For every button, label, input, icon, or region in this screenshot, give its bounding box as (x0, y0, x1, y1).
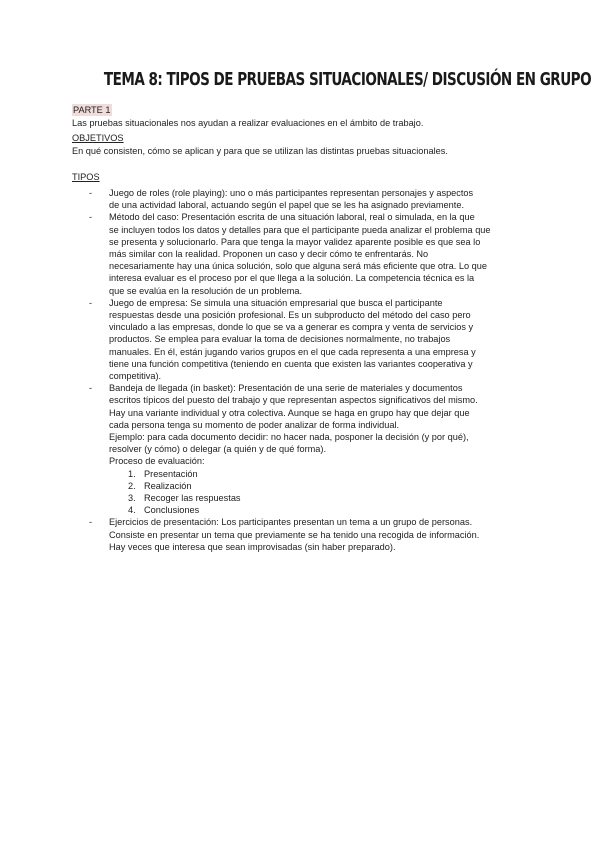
tipo-item-line: necesariamente hay una única solución, solo que alguna será más eficiente que otra. Lo que (109, 261, 487, 272)
tipo-item-line: Proceso de evaluación: (109, 456, 205, 467)
tipo-item-line: Hay una variante individual y otra colectiva. Aunque se haga en grupo hay que dejar que (109, 407, 470, 418)
evaluation-step (128, 492, 512, 504)
step-label: Presentación (144, 468, 198, 479)
step-number: 1. (128, 468, 136, 479)
objetivos-paragraph: En qué consisten, cómo se aplican y para que se utilizan las distintas pruebas situacionales. (72, 146, 448, 156)
evaluation-steps-list (109, 468, 512, 517)
step-label: Realización (144, 480, 192, 491)
evaluation-step (128, 480, 512, 492)
tipo-item-line: cada persona tenga su momento de poder analizar de forma individual. (109, 419, 400, 430)
tipos-list (72, 187, 512, 553)
tipo-item-line: Hay veces que interesa que sean improvisadas (sin haber preparado). (109, 541, 396, 552)
tipo-item-line: Ejercicios de presentación: Los participantes presentan un tema a un grupo de personas. (109, 517, 473, 528)
tipo-item (72, 382, 512, 516)
objetivos-heading: OBJETIVOS (72, 133, 124, 143)
step-number: 2. (128, 480, 136, 491)
tipo-item-line: vinculado a las empresas, donde lo que se va a generar es compra y venta de servicios y (109, 322, 474, 333)
tipo-item-line: Método del caso: Presentación escrita de una situación laboral, real o simulada, en la que (109, 212, 475, 223)
tipo-item (72, 297, 512, 382)
tipos-heading: TIPOS (72, 172, 100, 182)
step-label: Recoger las respuestas (144, 493, 241, 504)
tipo-item-line: más similar con la realidad. Proponen un caso y decir cómo te enfrentarás. No (109, 249, 429, 260)
section-label-parte: PARTE 1 (73, 105, 111, 115)
tipo-item-line: manuales. En él, están jugando varios grupos en el que cada representa a una empresa y (109, 346, 476, 357)
dash-bullet: - (89, 517, 93, 528)
dash-bullet: - (89, 212, 93, 223)
document-title: TEMA 8: TIPOS DE PRUEBAS SITUACIONALES/ DISCUSIÓN EN GRUPO (103, 70, 592, 90)
step-number: 3. (128, 493, 136, 504)
step-label: Conclusiones (144, 505, 200, 516)
tipo-item-line: Bandeja de llegada (in basket): Presentación de una serie de materiales y documentos (109, 383, 463, 394)
tipo-item-line: se presenta y solucionarlo. Para que tenga la mayor validez aparente posible es que sea lo (109, 236, 481, 247)
tipo-item-line: de una actividad laboral, actuando según el papel que se les ha asignado previamente. (109, 200, 464, 211)
tipo-item-line: Ejemplo: para cada documento decidir: no hacer nada, posponer la decisión (y por qué), (109, 432, 469, 443)
dash-bullet: - (89, 383, 93, 394)
evaluation-step (128, 504, 512, 516)
tipo-item-line: escritos típicos del puesto del trabajo y que representan aspectos significativos del mismo. (109, 395, 478, 406)
tipo-item-line: competitiva). (109, 371, 162, 382)
tipo-item-line: productos. Se emplea para evaluar la toma de decisiones normalmente, no trabajos (109, 334, 451, 345)
tipo-item-line: resolver (y cómo) o delegar (a quién y de qué forma). (109, 444, 327, 455)
tipo-item (72, 211, 512, 296)
tipo-item-line: Juego de roles (role playing): uno o más participantes representan personajes y aspectos (109, 188, 474, 198)
tipo-item-line: tiene una función competitiva (teniendo en cuenta que existen las variantes cooperativa y (109, 358, 473, 369)
dash-bullet: - (89, 188, 93, 198)
tipo-item-line: que se evalúa en la resolución de un problema. (109, 285, 303, 296)
tipo-item-line: Consiste en presentar un tema que previamente se ha tenido una recogida de información. (109, 529, 480, 540)
intro-paragraph: Las pruebas situacionales nos ayudan a realizar evaluaciones en el ámbito de trabajo. (72, 118, 424, 128)
evaluation-step (128, 468, 512, 480)
tipo-item-line: respuestas desde una posición profesional. Es un subproducto del método del caso pero (109, 310, 471, 321)
tipo-item-line: interesa evaluar es el proceso por el que llega a la solución. La competencia técnica es la (109, 273, 475, 284)
tipo-item (72, 187, 512, 211)
tipo-item (72, 516, 512, 553)
tipo-item-line: Juego de empresa: Se simula una situación empresarial que busca el participante (109, 297, 443, 308)
step-number: 4. (128, 505, 136, 516)
dash-bullet: - (89, 297, 93, 308)
tipo-item-line: se incluyen todos los datos y detalles para que el participante pueda analizar el problema que (109, 224, 491, 235)
